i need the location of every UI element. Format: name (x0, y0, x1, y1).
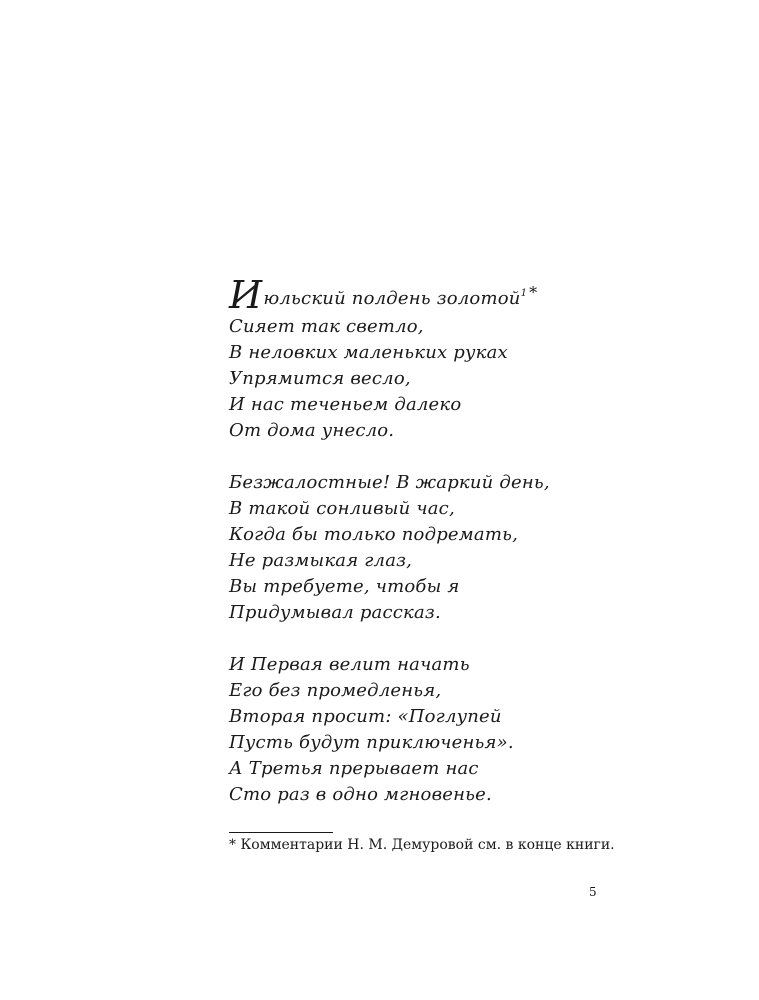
note-reference: 1 (520, 288, 528, 299)
poem-line: Сто раз в одно мгновенье. (229, 784, 492, 805)
poem-line: А Третья прерывает нас (229, 758, 479, 779)
page-number: 5 (589, 885, 597, 899)
stanza-2 (229, 470, 649, 626)
poem-line: В такой сонливый час, (229, 498, 455, 519)
poem-line: Когда бы только подремать, (229, 524, 519, 545)
poem-line: Упрямится весло, (229, 368, 411, 389)
stanza-1 (229, 273, 649, 444)
poem-line: Придумывал рассказ. (229, 602, 441, 623)
poem-line: Сияет так светло, (229, 316, 424, 337)
poem-line: Не размыкая глаз, (229, 550, 413, 571)
poem (229, 273, 649, 808)
poem-line: И Первая велит начать (229, 654, 470, 675)
poem-line: Безжалостные! В жаркий день, (229, 472, 550, 493)
poem-line: Его без промедленья, (229, 680, 442, 701)
poem-line: И нас теченьем далеко (229, 394, 462, 415)
poem-line: В неловких маленьких руках (229, 342, 508, 363)
poem-line: Пусть будут приключенья». (229, 732, 514, 753)
poem-line: Вы требуете, чтобы я (229, 576, 460, 597)
footnote-marker: * (529, 283, 538, 302)
drop-cap: И (229, 273, 263, 317)
poem-line: Вторая просит: «Поглупей (229, 706, 502, 727)
poem-line: От дома унесло. (229, 420, 395, 441)
poem-first-line (229, 273, 649, 317)
stanza-3 (229, 652, 649, 808)
first-line-text: юльский полдень золотой (263, 288, 521, 309)
footnote: * Комментарии Н. М. Демуровой см. в конце книги. (229, 837, 615, 853)
footnote-divider (229, 832, 333, 833)
